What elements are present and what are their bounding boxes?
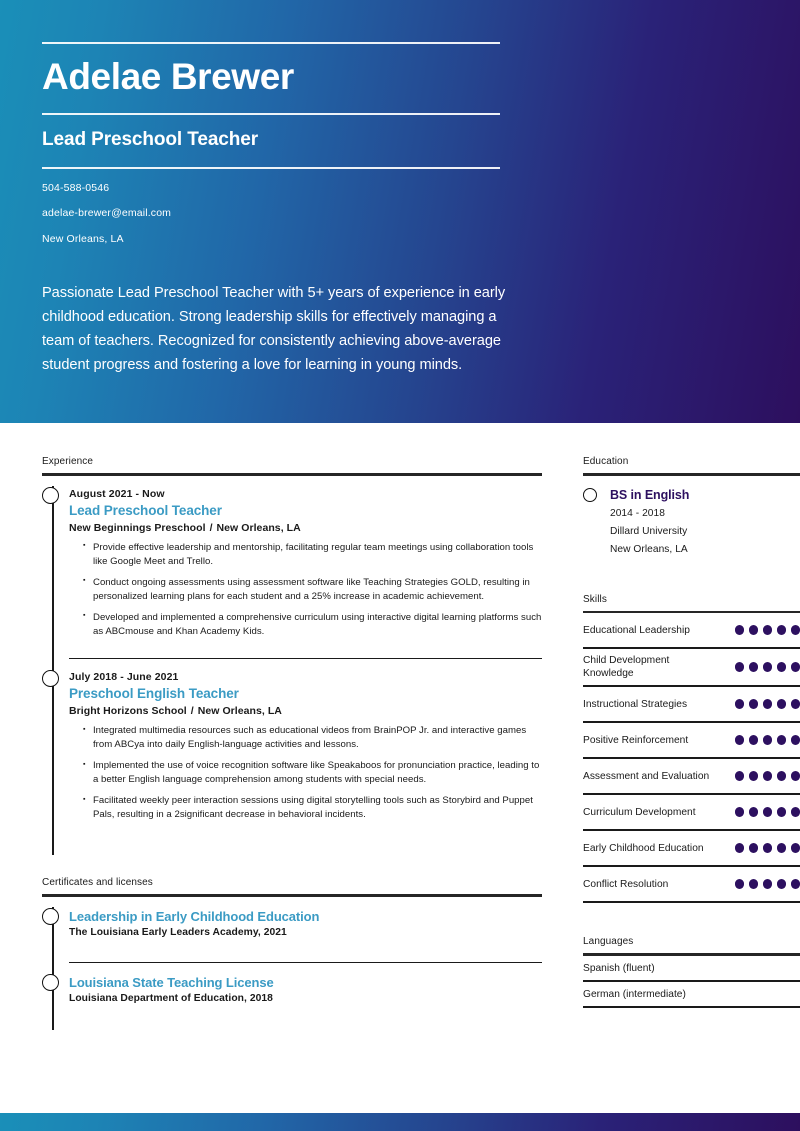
education-entry [583, 476, 800, 559]
rating-dot-icon [749, 662, 759, 672]
rating-dot-icon [735, 625, 745, 635]
languages-list [583, 956, 800, 1008]
timeline-marker-icon [42, 487, 59, 504]
rating-dot-icon [791, 735, 800, 745]
certificate-title: Leadership in Early Childhood Education [69, 908, 320, 924]
list-item: ▪ Conduct ongoing assessments using assessment software like Teaching Strategies GOLD, resulting in personalized learning plans for each student and a 25% increase in academic achievement. [83, 576, 542, 611]
certificate-title: Louisiana State Teaching License [69, 975, 274, 991]
experience-location: New Orleans, LA [216, 521, 301, 534]
skill-name: Curriculum Development [583, 806, 696, 818]
skill-rating [735, 625, 800, 635]
skill-rating [735, 771, 800, 781]
org-separator: / [190, 705, 194, 718]
rating-dot-icon [735, 843, 745, 853]
rating-dot-icon [791, 771, 800, 781]
timeline-marker-icon [42, 670, 59, 687]
entry-spacer [69, 646, 542, 658]
experience-section [42, 456, 542, 855]
language-row: German (intermediate) [583, 982, 800, 1008]
timeline-line [52, 907, 54, 1031]
skill-row [583, 867, 800, 903]
right-column [583, 456, 800, 1008]
rating-dot-icon [763, 771, 773, 781]
rating-dot-icon [777, 735, 787, 745]
experience-date: July 2018 - June 2021 [69, 671, 179, 684]
certificate-entry [69, 963, 542, 1030]
list-item: ▪ Developed and implemented a comprehensive curriculum using interactive digital learning platforms such as ABCmouse and Khan Academy Kids. [83, 611, 542, 646]
skill-row [583, 649, 800, 687]
list-item: ▪ Provide effective leadership and mentorship, facilitating regular team meetings using collaboration tools like Google Meet and Trello. [83, 541, 542, 576]
professional-summary: Passionate Lead Preschool Teacher with 5+ years of experience in early childhood education. Strong leadership skills for effectively managing a team of teachers. Recognized for consistently achieving above-average student progress and fostering a love for learning in young minds. [42, 285, 506, 374]
languages-section-title: Languages [583, 936, 634, 947]
rating-dot-icon [777, 625, 787, 635]
header-rule-bottom [42, 167, 500, 169]
skill-row [583, 723, 800, 759]
rating-dot-icon [777, 662, 787, 672]
rating-dot-icon [763, 843, 773, 853]
skills-section-title: Skills [583, 593, 607, 605]
list-item: ▪ Implemented the use of voice recognition software like Speakaboos for pronunciation practice, leading to a better English language comprehension among students with special needs. [83, 759, 542, 794]
entry-spacer [69, 829, 542, 855]
rating-dot-icon [749, 699, 759, 709]
rating-dot-icon [735, 807, 745, 817]
rating-dot-icon [777, 699, 787, 709]
skill-rating [735, 807, 800, 817]
resume-header [0, 0, 800, 423]
rating-dot-icon [749, 625, 759, 635]
experience-entry [69, 476, 542, 660]
education-school: Dillard University [610, 525, 688, 537]
languages-section [583, 903, 800, 1008]
rating-dot-icon [791, 807, 800, 817]
rating-dot-icon [749, 807, 759, 817]
certificates-section [42, 855, 542, 1030]
rating-dot-icon [735, 699, 745, 709]
skills-section [583, 559, 800, 904]
experience-role: Lead Preschool Teacher [69, 502, 222, 518]
skill-row [583, 759, 800, 795]
org-separator: / [209, 521, 213, 534]
experience-location: New Orleans, LA [197, 705, 282, 718]
certificates-timeline [42, 897, 542, 1031]
left-column [42, 456, 542, 1030]
rating-dot-icon [749, 843, 759, 853]
entry-spacer [69, 938, 542, 962]
list-item: ▪ Integrated multimedia resources such as educational videos from BrainPOP Jr. and interactive games from ABCya into daily English-language activities and lessons. [83, 724, 542, 759]
header-rule-top [42, 42, 500, 44]
experience-role: Preschool English Teacher [69, 686, 239, 702]
skill-row [583, 795, 800, 831]
experience-timeline [42, 476, 542, 856]
language-row: Spanish (fluent) [583, 956, 800, 982]
skill-rating [735, 662, 800, 672]
rating-dot-icon [763, 807, 773, 817]
rating-dot-icon [791, 625, 800, 635]
header-rule-mid [42, 113, 500, 115]
skill-name: Conflict Resolution [583, 878, 669, 890]
education-section-title: Education [583, 456, 629, 467]
rating-dot-icon [749, 735, 759, 745]
rating-dot-icon [735, 879, 745, 889]
experience-organization [69, 522, 542, 541]
rating-dot-icon [749, 879, 759, 889]
entry-spacer [69, 1004, 542, 1030]
certificate-entry [69, 897, 542, 964]
skill-name: Early Childhood Education [583, 842, 704, 854]
skill-rating [735, 843, 800, 853]
rating-dot-icon [791, 662, 800, 672]
certificate-issuer: Louisiana Department of Education, 2018 [69, 993, 273, 1005]
rating-dot-icon [735, 771, 745, 781]
experience-date: August 2021 - Now [69, 487, 165, 500]
skill-name: Instructional Strategies [583, 698, 688, 710]
contact-phone: 504-588-0546 [42, 181, 110, 194]
skill-row [583, 613, 800, 649]
experience-company: New Beginnings Preschool [69, 521, 206, 534]
rating-dot-icon [791, 879, 800, 889]
contact-block [42, 169, 500, 260]
rating-dot-icon [777, 843, 787, 853]
experience-company: Bright Horizons School [69, 705, 187, 718]
timeline-marker-icon [42, 908, 59, 925]
contact-location: New Orleans, LA [42, 232, 124, 245]
skill-rating [735, 735, 800, 745]
rating-dot-icon [763, 625, 773, 635]
rating-dot-icon [777, 771, 787, 781]
experience-organization [69, 705, 542, 724]
skill-rating [735, 699, 800, 709]
experience-entry [69, 659, 542, 855]
rating-dot-icon [791, 699, 800, 709]
experience-bullets [69, 724, 542, 829]
rating-dot-icon [735, 662, 745, 672]
skill-name: Child Development Knowledge [583, 655, 670, 679]
skill-name: Educational Leadership [583, 624, 690, 636]
education-location: New Orleans, LA [610, 543, 688, 555]
certificate-issuer: The Louisiana Early Leaders Academy, 2021 [69, 926, 287, 938]
experience-section-title: Experience [42, 456, 94, 467]
rating-dot-icon [763, 879, 773, 889]
candidate-name: Adelae Brewer [42, 56, 294, 97]
rating-dot-icon [735, 735, 745, 745]
rating-dot-icon [763, 662, 773, 672]
education-section [583, 456, 800, 559]
skill-name: Positive Reinforcement [583, 734, 689, 746]
skill-rating [735, 879, 800, 889]
rating-dot-icon [777, 879, 787, 889]
timeline-marker-icon [42, 974, 59, 991]
footer-bar [0, 1113, 800, 1131]
contact-email: adelae-brewer@email.com [42, 207, 172, 220]
education-marker-icon [583, 488, 597, 502]
list-item: ▪ Facilitated weekly peer interaction sessions using digital storytelling tools such as Storybird and Puppet Pals, resulting in a 2significant decrease in behavioral incidents. [83, 794, 542, 829]
resume-body [0, 423, 800, 1030]
education-years: 2014 - 2018 [610, 507, 665, 519]
rating-dot-icon [777, 807, 787, 817]
skill-name: Assessment and Evaluation [583, 770, 710, 782]
rating-dot-icon [763, 699, 773, 709]
skills-list [583, 613, 800, 903]
skill-row [583, 687, 800, 723]
rating-dot-icon [749, 771, 759, 781]
candidate-job-title: Lead Preschool Teacher [42, 128, 259, 150]
rating-dot-icon [791, 843, 800, 853]
education-degree: BS in English [610, 487, 690, 502]
skill-row [583, 831, 800, 867]
rating-dot-icon [763, 735, 773, 745]
experience-bullets [69, 541, 542, 646]
certificates-section-title: Certificates and licenses [42, 877, 153, 889]
